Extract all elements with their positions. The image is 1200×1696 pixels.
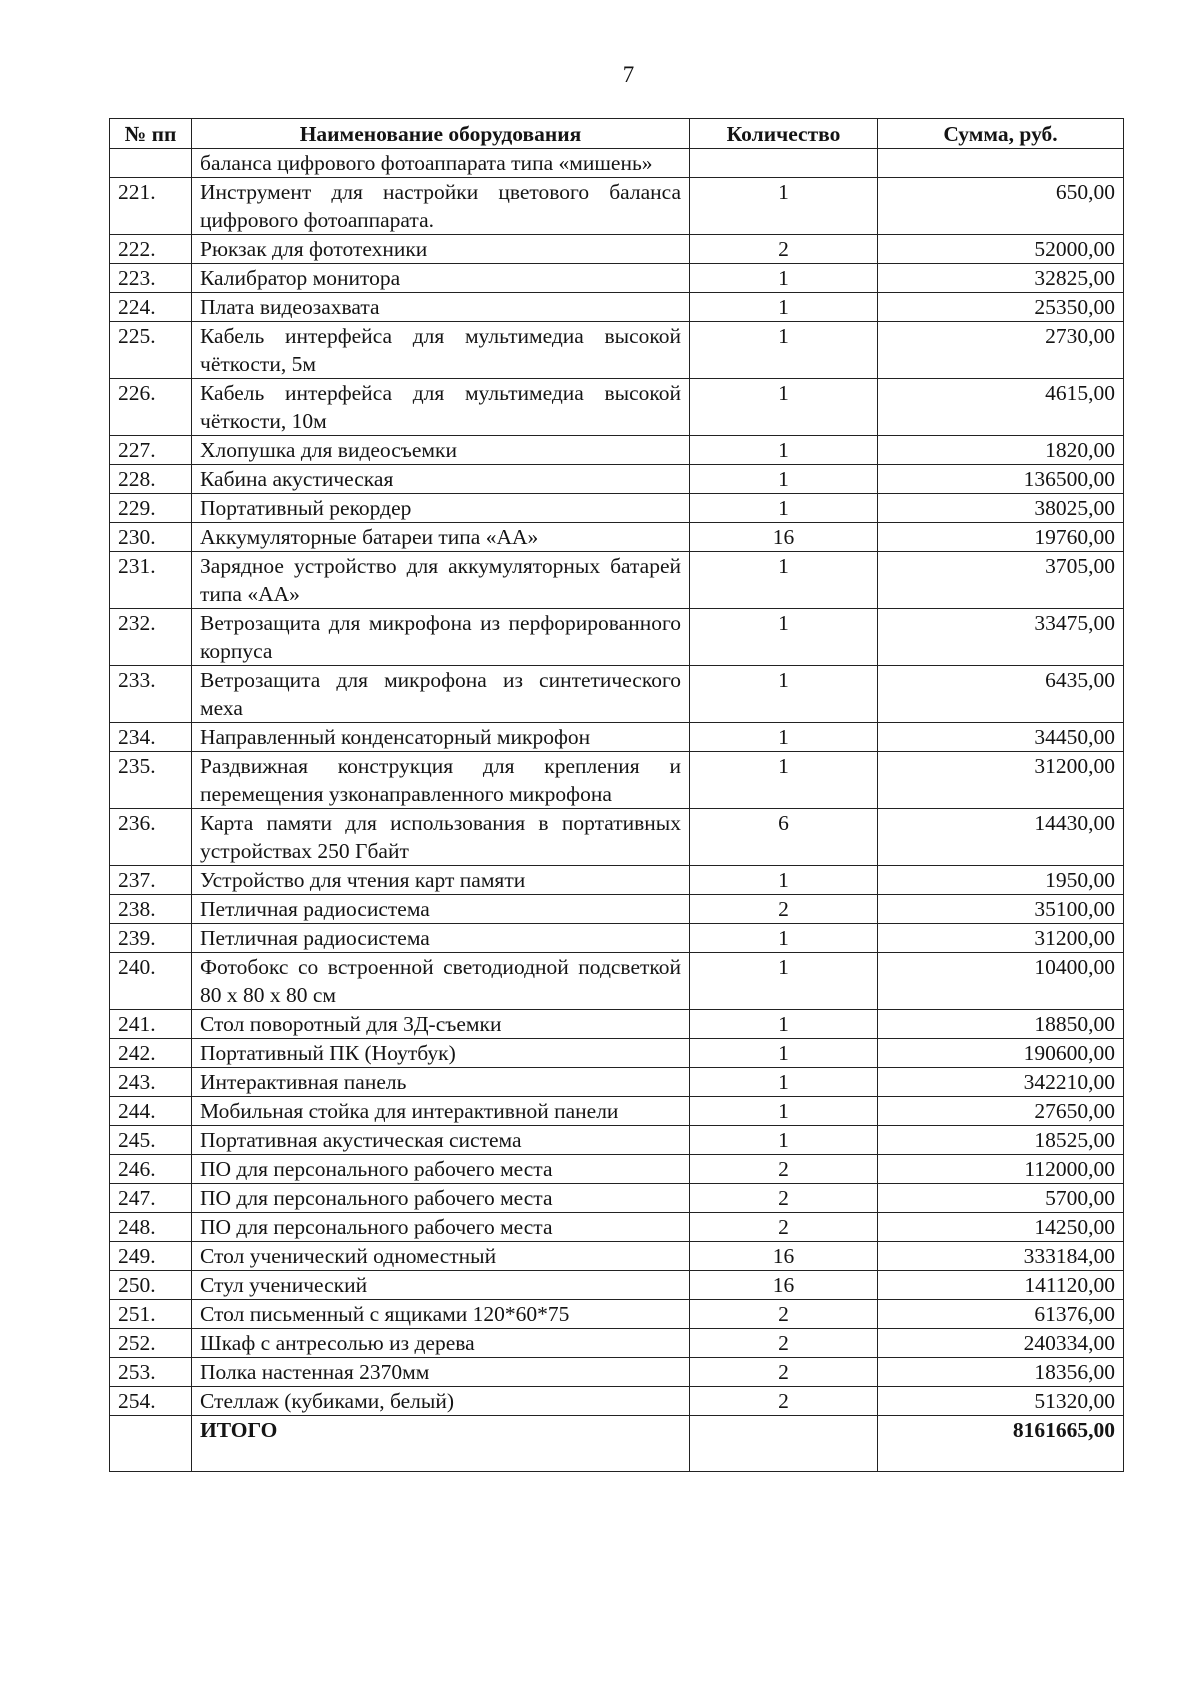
- equipment-name: Устройство для чтения карт памяти: [192, 866, 690, 895]
- amount: 240334,00: [878, 1329, 1124, 1358]
- table-row: [110, 1300, 1124, 1329]
- quantity: 16: [690, 1242, 878, 1271]
- quantity: 1: [690, 953, 878, 1010]
- amount: 141120,00: [878, 1271, 1124, 1300]
- equipment-name: Стул ученический: [192, 1271, 690, 1300]
- quantity: [690, 149, 878, 178]
- table-row: [110, 809, 1124, 866]
- table-header-row: [110, 119, 1124, 149]
- row-number: 233.: [110, 666, 192, 723]
- table-row: [110, 1387, 1124, 1416]
- quantity: 1: [690, 264, 878, 293]
- amount: 34450,00: [878, 723, 1124, 752]
- equipment-name: Стеллаж (кубиками, белый): [192, 1387, 690, 1416]
- equipment-name: Кабина акустическая: [192, 465, 690, 494]
- row-number: 223.: [110, 264, 192, 293]
- row-number: 242.: [110, 1039, 192, 1068]
- amount: 32825,00: [878, 264, 1124, 293]
- equipment-name: Аккумуляторные батареи типа «АА»: [192, 523, 690, 552]
- table-row: [110, 1184, 1124, 1213]
- row-number: 222.: [110, 235, 192, 264]
- equipment-name: Портативная акустическая система: [192, 1126, 690, 1155]
- quantity: 1: [690, 723, 878, 752]
- quantity: 1: [690, 1126, 878, 1155]
- quantity: 1: [690, 494, 878, 523]
- row-number: 226.: [110, 379, 192, 436]
- equipment-name: Раздвижная конструкция для крепления и перемещения узконаправленного микрофона: [192, 752, 690, 809]
- quantity: 1: [690, 436, 878, 465]
- equipment-name: Кабель интерфейса для мультимедиа высокой чёткости, 10м: [192, 379, 690, 436]
- quantity: 2: [690, 1213, 878, 1242]
- row-number: 246.: [110, 1155, 192, 1184]
- quantity: 2: [690, 1300, 878, 1329]
- quantity: 16: [690, 1271, 878, 1300]
- quantity: 1: [690, 1010, 878, 1039]
- amount: 31200,00: [878, 924, 1124, 953]
- table-row: [110, 379, 1124, 436]
- quantity: 1: [690, 1097, 878, 1126]
- header-sum: Сумма, руб.: [878, 119, 1124, 149]
- table-row: [110, 723, 1124, 752]
- equipment-name: Плата видеозахвата: [192, 293, 690, 322]
- quantity: 2: [690, 1387, 878, 1416]
- quantity: 1: [690, 1068, 878, 1097]
- quantity: 1: [690, 465, 878, 494]
- header-qty: Количество: [690, 119, 878, 149]
- equipment-name: Портативный ПК (Ноутбук): [192, 1039, 690, 1068]
- amount: 2730,00: [878, 322, 1124, 379]
- amount: 342210,00: [878, 1068, 1124, 1097]
- amount: 14250,00: [878, 1213, 1124, 1242]
- table-row: [110, 1242, 1124, 1271]
- amount: 18525,00: [878, 1126, 1124, 1155]
- row-number: 236.: [110, 809, 192, 866]
- table-body: [110, 149, 1124, 1416]
- quantity: 2: [690, 1155, 878, 1184]
- amount: 31200,00: [878, 752, 1124, 809]
- quantity: 1: [690, 752, 878, 809]
- amount: 190600,00: [878, 1039, 1124, 1068]
- row-number: 253.: [110, 1358, 192, 1387]
- table-row: [110, 494, 1124, 523]
- row-number: 237.: [110, 866, 192, 895]
- table-row: [110, 752, 1124, 809]
- table-row: [110, 178, 1124, 235]
- amount: 14430,00: [878, 809, 1124, 866]
- row-number: 241.: [110, 1010, 192, 1039]
- table-row: [110, 1358, 1124, 1387]
- row-number: 230.: [110, 523, 192, 552]
- amount: 33475,00: [878, 609, 1124, 666]
- quantity: 1: [690, 866, 878, 895]
- table-row: [110, 1126, 1124, 1155]
- row-number: 243.: [110, 1068, 192, 1097]
- equipment-name: Полка настенная 2370мм: [192, 1358, 690, 1387]
- row-number: 251.: [110, 1300, 192, 1329]
- table-row: [110, 609, 1124, 666]
- table-row: [110, 924, 1124, 953]
- table-row: [110, 1097, 1124, 1126]
- row-number: 234.: [110, 723, 192, 752]
- quantity: 1: [690, 924, 878, 953]
- row-number: 249.: [110, 1242, 192, 1271]
- header-name: Наименование оборудования: [192, 119, 690, 149]
- row-number: [110, 149, 192, 178]
- quantity: 2: [690, 1329, 878, 1358]
- row-number: 240.: [110, 953, 192, 1010]
- equipment-name: Хлопушка для видеосъемки: [192, 436, 690, 465]
- amount: 3705,00: [878, 552, 1124, 609]
- amount: 333184,00: [878, 1242, 1124, 1271]
- equipment-name: Шкаф с антресолью из дерева: [192, 1329, 690, 1358]
- equipment-name: Калибратор монитора: [192, 264, 690, 293]
- equipment-name: Рюкзак для фототехники: [192, 235, 690, 264]
- row-number: 227.: [110, 436, 192, 465]
- table-row: [110, 235, 1124, 264]
- quantity: 2: [690, 1184, 878, 1213]
- amount: 112000,00: [878, 1155, 1124, 1184]
- equipment-name: ПО для персонального рабочего места: [192, 1184, 690, 1213]
- amount: [878, 149, 1124, 178]
- row-number: 248.: [110, 1213, 192, 1242]
- row-number: 232.: [110, 609, 192, 666]
- header-num: № пп: [110, 119, 192, 149]
- total-sum: 8161665,00: [878, 1416, 1124, 1472]
- equipment-name: Интерактивная панель: [192, 1068, 690, 1097]
- row-number: 225.: [110, 322, 192, 379]
- table-row: [110, 1010, 1124, 1039]
- equipment-name: Фотобокс со встроенной светодиодной подсветкой 80 х 80 х 80 см: [192, 953, 690, 1010]
- amount: 61376,00: [878, 1300, 1124, 1329]
- quantity: 2: [690, 895, 878, 924]
- table-row: [110, 149, 1124, 178]
- row-number: 238.: [110, 895, 192, 924]
- row-number: 231.: [110, 552, 192, 609]
- table-row: [110, 552, 1124, 609]
- table-row: [110, 1213, 1124, 1242]
- amount: 25350,00: [878, 293, 1124, 322]
- quantity: 1: [690, 552, 878, 609]
- amount: 6435,00: [878, 666, 1124, 723]
- equipment-name: Кабель интерфейса для мультимедиа высокой чёткости, 5м: [192, 322, 690, 379]
- amount: 51320,00: [878, 1387, 1124, 1416]
- total-num-cell: [110, 1416, 192, 1472]
- equipment-table: [109, 118, 1124, 1472]
- row-number: 239.: [110, 924, 192, 953]
- quantity: 1: [690, 293, 878, 322]
- quantity: 1: [690, 178, 878, 235]
- table-row: [110, 1068, 1124, 1097]
- equipment-name: Стол ученический одноместный: [192, 1242, 690, 1271]
- total-row: [110, 1416, 1124, 1472]
- row-number: 250.: [110, 1271, 192, 1300]
- table-row: [110, 264, 1124, 293]
- equipment-name: Карта памяти для использования в портативных устройствах 250 Гбайт: [192, 809, 690, 866]
- amount: 136500,00: [878, 465, 1124, 494]
- equipment-name: Ветрозащита для микрофона из перфорированного корпуса: [192, 609, 690, 666]
- amount: 650,00: [878, 178, 1124, 235]
- equipment-name: баланса цифрового фотоаппарата типа «мишень»: [192, 149, 690, 178]
- amount: 10400,00: [878, 953, 1124, 1010]
- quantity: 2: [690, 235, 878, 264]
- amount: 5700,00: [878, 1184, 1124, 1213]
- quantity: 1: [690, 1039, 878, 1068]
- equipment-name: Мобильная стойка для интерактивной панели: [192, 1097, 690, 1126]
- table-row: [110, 465, 1124, 494]
- row-number: 224.: [110, 293, 192, 322]
- equipment-name: Стол поворотный для 3Д-съемки: [192, 1010, 690, 1039]
- equipment-name: Инструмент для настройки цветового баланса цифрового фотоаппарата.: [192, 178, 690, 235]
- amount: 1820,00: [878, 436, 1124, 465]
- quantity: 1: [690, 609, 878, 666]
- equipment-name: ПО для персонального рабочего места: [192, 1213, 690, 1242]
- row-number: 245.: [110, 1126, 192, 1155]
- row-number: 221.: [110, 178, 192, 235]
- quantity: 2: [690, 1358, 878, 1387]
- equipment-name: Петличная радиосистема: [192, 895, 690, 924]
- equipment-name: Петличная радиосистема: [192, 924, 690, 953]
- amount: 1950,00: [878, 866, 1124, 895]
- table-row: [110, 895, 1124, 924]
- table-row: [110, 436, 1124, 465]
- equipment-name: Стол письменный с ящиками 120*60*75: [192, 1300, 690, 1329]
- equipment-name: Направленный конденсаторный микрофон: [192, 723, 690, 752]
- row-number: 229.: [110, 494, 192, 523]
- amount: 19760,00: [878, 523, 1124, 552]
- table-row: [110, 1155, 1124, 1184]
- quantity: 1: [690, 379, 878, 436]
- row-number: 228.: [110, 465, 192, 494]
- equipment-name: Портативный рекордер: [192, 494, 690, 523]
- table-row: [110, 322, 1124, 379]
- amount: 4615,00: [878, 379, 1124, 436]
- page-number: 7: [622, 62, 635, 87]
- table-row: [110, 523, 1124, 552]
- equipment-name: Зарядное устройство для аккумуляторных батарей типа «АА»: [192, 552, 690, 609]
- amount: 38025,00: [878, 494, 1124, 523]
- quantity: 1: [690, 322, 878, 379]
- row-number: 254.: [110, 1387, 192, 1416]
- table-row: [110, 293, 1124, 322]
- table-row: [110, 1329, 1124, 1358]
- amount: 52000,00: [878, 235, 1124, 264]
- row-number: 247.: [110, 1184, 192, 1213]
- amount: 18356,00: [878, 1358, 1124, 1387]
- amount: 18850,00: [878, 1010, 1124, 1039]
- amount: 27650,00: [878, 1097, 1124, 1126]
- total-qty-cell: [690, 1416, 878, 1472]
- table-row: [110, 953, 1124, 1010]
- table-row: [110, 1271, 1124, 1300]
- quantity: 1: [690, 666, 878, 723]
- table-row: [110, 866, 1124, 895]
- total-label: ИТОГО: [192, 1416, 690, 1472]
- equipment-name: Ветрозащита для микрофона из синтетического меха: [192, 666, 690, 723]
- row-number: 235.: [110, 752, 192, 809]
- row-number: 244.: [110, 1097, 192, 1126]
- quantity: 16: [690, 523, 878, 552]
- amount: 35100,00: [878, 895, 1124, 924]
- quantity: 6: [690, 809, 878, 866]
- table-row: [110, 666, 1124, 723]
- row-number: 252.: [110, 1329, 192, 1358]
- table-row: [110, 1039, 1124, 1068]
- equipment-name: ПО для персонального рабочего места: [192, 1155, 690, 1184]
